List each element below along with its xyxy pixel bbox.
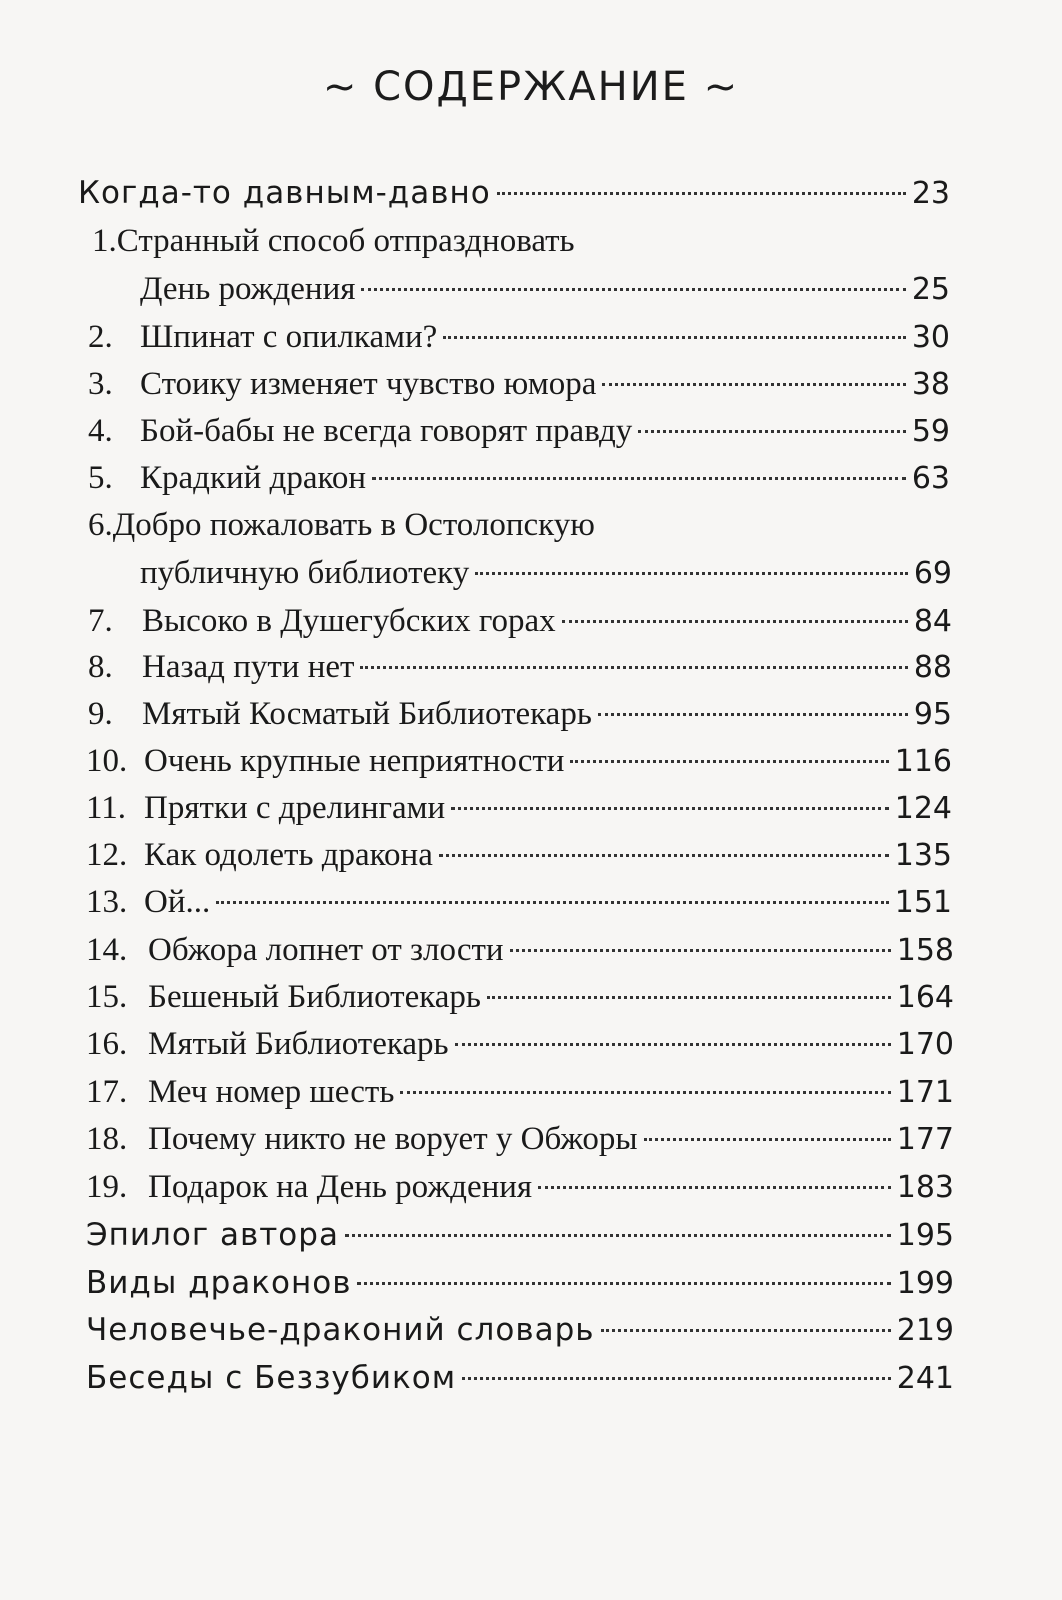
toc-entry [78, 171, 950, 215]
toc-entry [86, 1070, 954, 1114]
toc-entry-number: 2. [88, 319, 113, 355]
toc-entry-title: День рождения [140, 271, 356, 307]
toc-entry [86, 880, 952, 924]
toc-entry [86, 1308, 954, 1352]
dot-leader [497, 192, 906, 195]
toc-entry-number: 8. [88, 649, 113, 685]
toc-entry-title: Эпилог автора [86, 1217, 339, 1253]
toc-page-number: 116 [894, 744, 952, 779]
dot-leader [602, 383, 905, 386]
toc-entry-number: 12. [86, 837, 128, 873]
toc-page-number: 30 [911, 320, 950, 355]
toc-entry-title-line1: Добро пожаловать в Остолопскую [112, 507, 595, 543]
toc-page-number: 177 [896, 1122, 954, 1157]
toc-entry-title: Виды драконов [86, 1265, 352, 1301]
toc-entry [88, 599, 952, 643]
toc-entry-number: 1. [92, 223, 117, 259]
toc-entry [86, 975, 954, 1019]
toc-page-number: 88 [913, 650, 952, 685]
toc-page-number: 63 [911, 461, 950, 496]
toc-entry-title: Бой-бабы не всегда говорят правду [140, 413, 633, 449]
toc-entry-first-line [92, 219, 575, 263]
dot-leader [570, 760, 888, 763]
toc-entry-number: 15. [86, 979, 128, 1015]
toc-entry-title: Как одолеть дракона [144, 837, 433, 873]
toc-entry-title: Прятки с дрелингами [144, 790, 446, 826]
toc-entry [86, 928, 954, 972]
dot-leader [345, 1234, 891, 1237]
toc-page-number: 69 [913, 556, 952, 591]
toc-entry-title: Очень крупные неприятности [144, 743, 565, 779]
dot-leader [455, 1043, 891, 1046]
toc-entry-number: 13. [86, 884, 128, 920]
toc-entry [86, 786, 952, 830]
page-title: ~ СОДЕРЖАНИЕ ~ [322, 64, 740, 110]
toc-entry [86, 1261, 954, 1305]
toc-entry-number: 9. [88, 696, 113, 732]
toc-page-number: 171 [896, 1075, 954, 1110]
toc-entry-title-line1: Странный способ отпраздновать [116, 223, 575, 259]
dot-leader [451, 807, 889, 810]
toc-entry-title: Высоко в Душегубских горах [142, 603, 556, 639]
dot-leader [510, 949, 891, 952]
toc-entry [88, 362, 950, 406]
dot-leader [562, 620, 908, 623]
toc-entry [88, 409, 950, 453]
toc-entry-title: Почему никто не ворует у Обжоры [148, 1121, 638, 1157]
toc-entry [86, 739, 952, 783]
toc-entry-number: 18. [86, 1121, 128, 1157]
toc-entry [86, 1022, 954, 1066]
toc-entry [86, 833, 952, 877]
toc-entry-number: 11. [86, 790, 127, 826]
toc-entry-first-line [88, 503, 595, 547]
toc-entry [86, 1356, 954, 1400]
toc-page-number: 170 [896, 1027, 954, 1062]
toc-page-number: 241 [896, 1361, 954, 1396]
toc-page-number: 25 [911, 272, 950, 307]
toc-entry-title: Стоику изменяет чувство юмора [140, 366, 597, 402]
toc-entry-title: Меч номер шесть [148, 1074, 395, 1110]
toc-entry-title: Беседы с Беззубиком [86, 1360, 457, 1396]
dot-leader [216, 901, 888, 904]
dot-leader [443, 336, 906, 339]
dot-leader [601, 1329, 891, 1332]
dot-leader [598, 713, 908, 716]
dot-leader [360, 666, 907, 669]
toc-entry [86, 1165, 954, 1209]
toc-entry-title: Ой... [144, 884, 211, 920]
toc-entry [86, 1117, 954, 1161]
toc-page-number: 164 [896, 980, 954, 1015]
toc-page-number: 199 [896, 1266, 954, 1301]
toc-entry [140, 551, 952, 595]
toc-entry-title: публичную библиотеку [140, 555, 470, 591]
toc-page-number: 95 [913, 697, 952, 732]
toc-page-number: 135 [894, 838, 952, 873]
toc-entry-number: 19. [86, 1169, 128, 1205]
toc-page-number: 158 [896, 933, 954, 968]
toc-entry-number: 10. [86, 743, 128, 779]
toc-entry-title: Шпинат с опилками? [140, 319, 438, 355]
toc-entry-number: 16. [86, 1026, 128, 1062]
dot-leader [372, 477, 906, 480]
toc-entry-title: Мятый Косматый Библиотекарь [142, 696, 592, 732]
dot-leader [638, 430, 906, 433]
dot-leader [538, 1186, 891, 1189]
toc-entry [140, 267, 950, 311]
toc-entry-number: 3. [88, 366, 113, 402]
toc-entry [86, 1213, 954, 1257]
toc-entry-number: 4. [88, 413, 113, 449]
toc-page-number: 23 [911, 176, 950, 211]
dot-leader [361, 288, 905, 291]
toc-entry-number: 14. [86, 932, 128, 968]
toc-page-number: 195 [896, 1218, 954, 1253]
toc-page-number: 84 [913, 604, 952, 639]
dot-leader [475, 572, 908, 575]
dot-leader [400, 1091, 890, 1094]
toc-entry-number: 5. [88, 460, 113, 496]
dot-leader [462, 1377, 891, 1380]
toc-entry-title: Когда-то давным-давно [78, 175, 491, 211]
toc-entry-title: Бешеный Библиотекарь [148, 979, 481, 1015]
toc-entry [88, 692, 952, 736]
toc-page-number: 59 [911, 414, 950, 449]
toc-entry-number: 17. [86, 1074, 128, 1110]
toc-entry [88, 645, 952, 689]
toc-entry-title: Обжора лопнет от злости [148, 932, 504, 968]
toc-page-number: 151 [894, 885, 952, 920]
toc-entry-title: Человечье-драконий словарь [86, 1312, 595, 1348]
toc-page-number: 219 [896, 1313, 954, 1348]
toc-entry-title: Подарок на День рождения [148, 1169, 533, 1205]
dot-leader [644, 1138, 891, 1141]
toc-entry-number: 7. [88, 603, 113, 639]
dot-leader [357, 1282, 890, 1285]
toc-entry-number: 6. [88, 507, 113, 543]
dot-leader [439, 854, 889, 857]
toc-page-number: 38 [911, 367, 950, 402]
toc-entry-title: Назад пути нет [142, 649, 355, 685]
toc-page-number: 183 [896, 1170, 954, 1205]
toc-entry [88, 315, 950, 359]
toc-entry-title: Крадкий дракон [140, 460, 367, 496]
toc-page-number: 124 [894, 791, 952, 826]
toc-entry [88, 456, 950, 500]
dot-leader [487, 996, 891, 999]
toc-entry-title: Мятый Библиотекарь [148, 1026, 449, 1062]
